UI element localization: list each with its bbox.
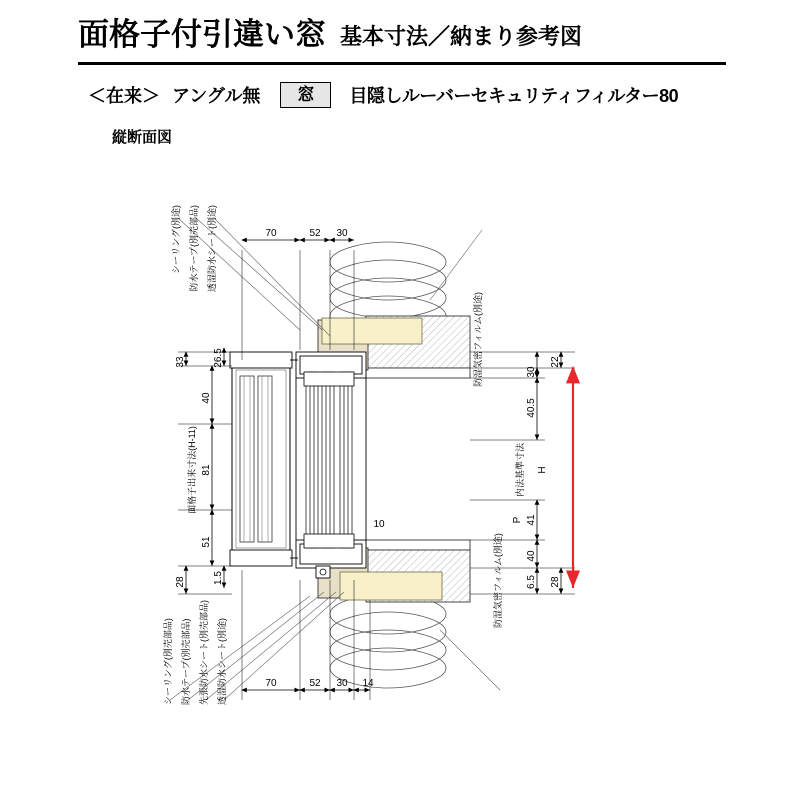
insulation-bottom [330, 594, 446, 688]
seal-block-bottom [340, 572, 442, 600]
spec-kind: ＜在来＞ [88, 86, 160, 106]
spec-category-badge: 窓 [280, 82, 331, 108]
dim-top-3: 30 [336, 228, 348, 239]
callout-bottom-left-4: 透湿防水シート(別途) [217, 618, 227, 705]
section-label: 縦断面図 [112, 129, 173, 146]
dim-left-28: 28 [175, 576, 186, 588]
dim-right-28: 28 [550, 576, 561, 588]
wall-lower-board [366, 540, 470, 550]
callout-bottom-left-1: シーリング(別売部品) [163, 618, 173, 705]
dim-right-22: 22 [550, 356, 561, 368]
dim-right-p: P [512, 516, 523, 524]
dim-inner-41: 41 [526, 514, 537, 526]
dim-right-h: H [537, 466, 548, 474]
dim-left-33: 33 [175, 356, 186, 368]
callout-bottom-left-3: 先張防水シート(別売部品) [199, 600, 209, 705]
dim-inner-65: 6.5 [526, 575, 537, 589]
dim-mark-10: 10 [373, 519, 385, 530]
callout-top-left-3: 透湿防水シート(別途) [207, 205, 217, 292]
sash-rails [304, 372, 354, 548]
dim-left-15: 1.5 [213, 571, 224, 585]
seal-block-top [322, 318, 422, 344]
dim-inner-40: 40 [526, 550, 537, 562]
dim-right-label: 内法基準寸法 [515, 442, 525, 498]
page-subtitle: 基本寸法／納まり参考図 [340, 23, 583, 49]
callout-top-left-1: シーリング(別途) [171, 205, 181, 274]
dim-left-40: 40 [201, 392, 212, 404]
dim-inner-30: 30 [526, 366, 537, 378]
louver-bracket-top [230, 352, 292, 368]
callout-bottom-right-1: 防湿気密フィルム(別途) [493, 533, 503, 628]
dim-bottom-3: 30 [336, 678, 348, 689]
dim-left-51: 51 [201, 536, 212, 548]
sash-leaves [306, 372, 352, 548]
dim-left-inner [213, 348, 224, 588]
dim-top-1: 70 [265, 228, 277, 239]
dim-bottom-4: 14 [362, 678, 374, 689]
callout-top-left-2: 防水テープ(別売部品) [189, 205, 199, 292]
fastener [316, 566, 330, 578]
dim-left-81: 81 [201, 464, 212, 476]
spec-angle: アングル無 [172, 86, 261, 106]
dim-right-main [512, 352, 575, 594]
dim-left-label: 面格子出来寸法(H-11) [187, 426, 197, 514]
page-title: 面格子付引違い窓 [78, 16, 326, 52]
wall-upper-board [366, 368, 470, 378]
callout-bottom-left-2: 防水テープ(別売部品) [181, 618, 191, 705]
callout-top-right-1: 防湿気密フィルム(別途) [473, 292, 483, 387]
louver-bracket-bottom [230, 550, 292, 566]
dim-bottom [242, 570, 374, 700]
dim-left-outer [175, 352, 232, 594]
dim-top-2: 52 [309, 228, 321, 239]
dim-bottom-2: 52 [309, 678, 321, 689]
dim-left-265: 26.5 [213, 348, 224, 368]
dim-bottom-1: 70 [265, 678, 277, 689]
dim-inner-405: 40.5 [526, 398, 537, 418]
spec-product-name: 目隠しルーバーセキュリティフィルター80 [349, 86, 679, 106]
